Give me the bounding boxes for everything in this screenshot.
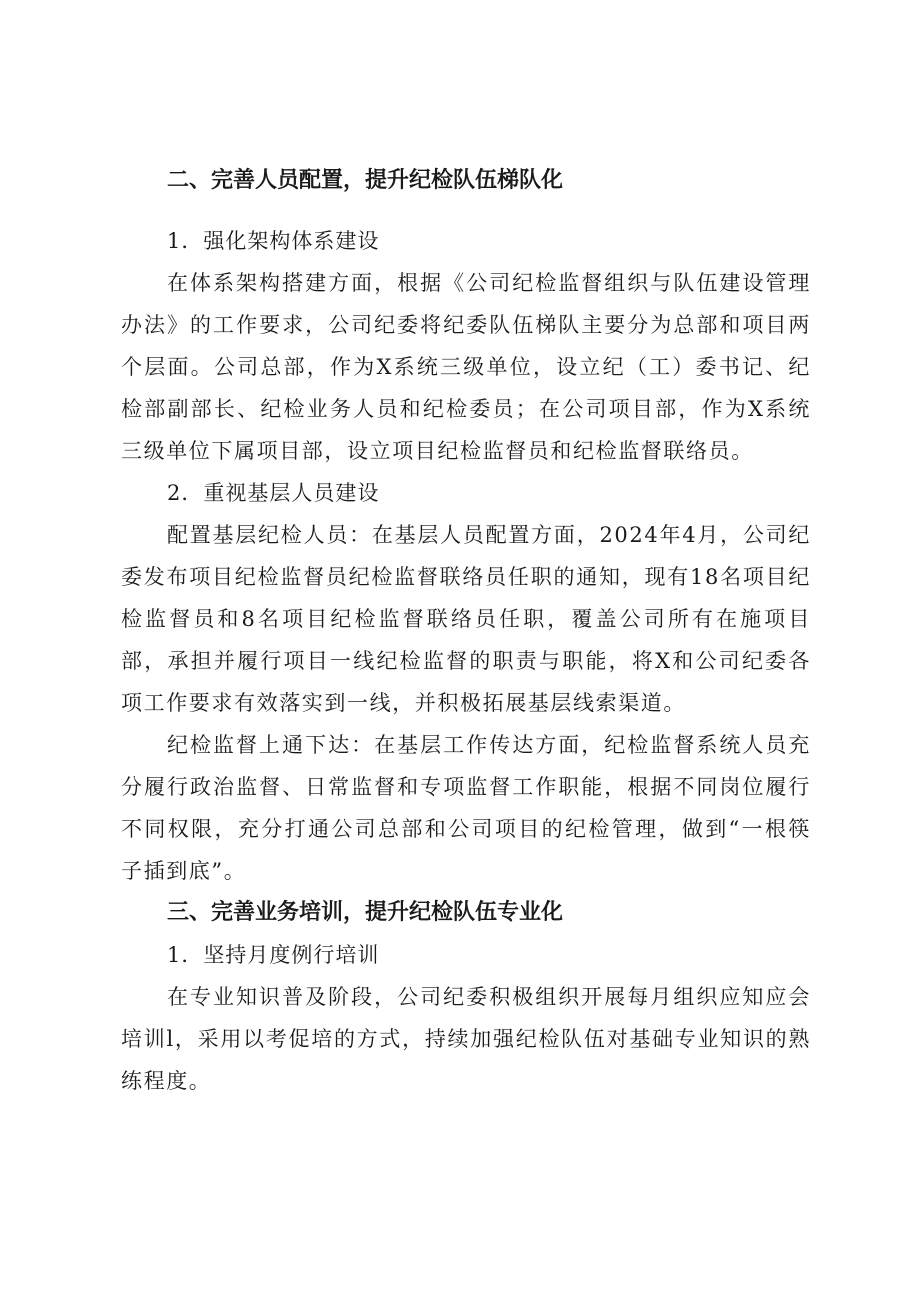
section-heading-2: 二、完善人员配置，提升纪检队伍梯队化 (167, 168, 564, 193)
subsection-title-2-2: 2．重视基层人员建设 (167, 481, 380, 505)
subsection-title-3-1: 1．坚持月度例行培训 (167, 943, 380, 967)
paragraph-grassroots-staffing: 配置基层纪检人员：在基层人员配置方面，2024年4月，公司纪委发布项目纪检监督员纪检监督联络员任职的通知，现有18名项目纪检监督员和8名项目纪检监督联络员任职，覆盖公司所有在施项目部，承担并履行项目一线纪检监督的职责与职能，将X和公司纪委各项工作要求有效落实到一线，并积极拓展基层线索渠道。 (121, 523, 811, 715)
paragraph-monthly-training: 在专业知识普及阶段，公司纪委积极组织开展每月组织应知应会培训l，采用以考促培的方式，持续加强纪检队伍对基础专业知识的熟练程度。 (121, 985, 811, 1093)
paragraph-communication: 纪检监督上通下达：在基层工作传达方面，纪检监督系统人员充分履行政治监督、日常监督和专项监督工作职能，根据不同岗位履行不同权限，充分打通公司总部和公司项目的纪检管理，做到“一根筷子插到底”。 (121, 733, 811, 883)
subsection-title-2-1: 1．强化架构体系建设 (167, 229, 380, 253)
document-body (121, 160, 811, 1102)
paragraph-architecture: 在体系架构搭建方面，根据《公司纪检监督组织与队伍建设管理办法》的工作要求，公司纪委将纪委队伍梯队主要分为总部和项目两个层面。公司总部，作为X系统三级单位，设立纪（工）委书记、纪检部副部长、纪检业务人员和纪检委员；在公司项目部，作为X系统三级单位下属项目部，设立项目纪检监督员和纪检监督联络员。 (121, 271, 811, 463)
section-heading-3: 三、完善业务培训，提升纪检队伍专业化 (167, 900, 564, 925)
